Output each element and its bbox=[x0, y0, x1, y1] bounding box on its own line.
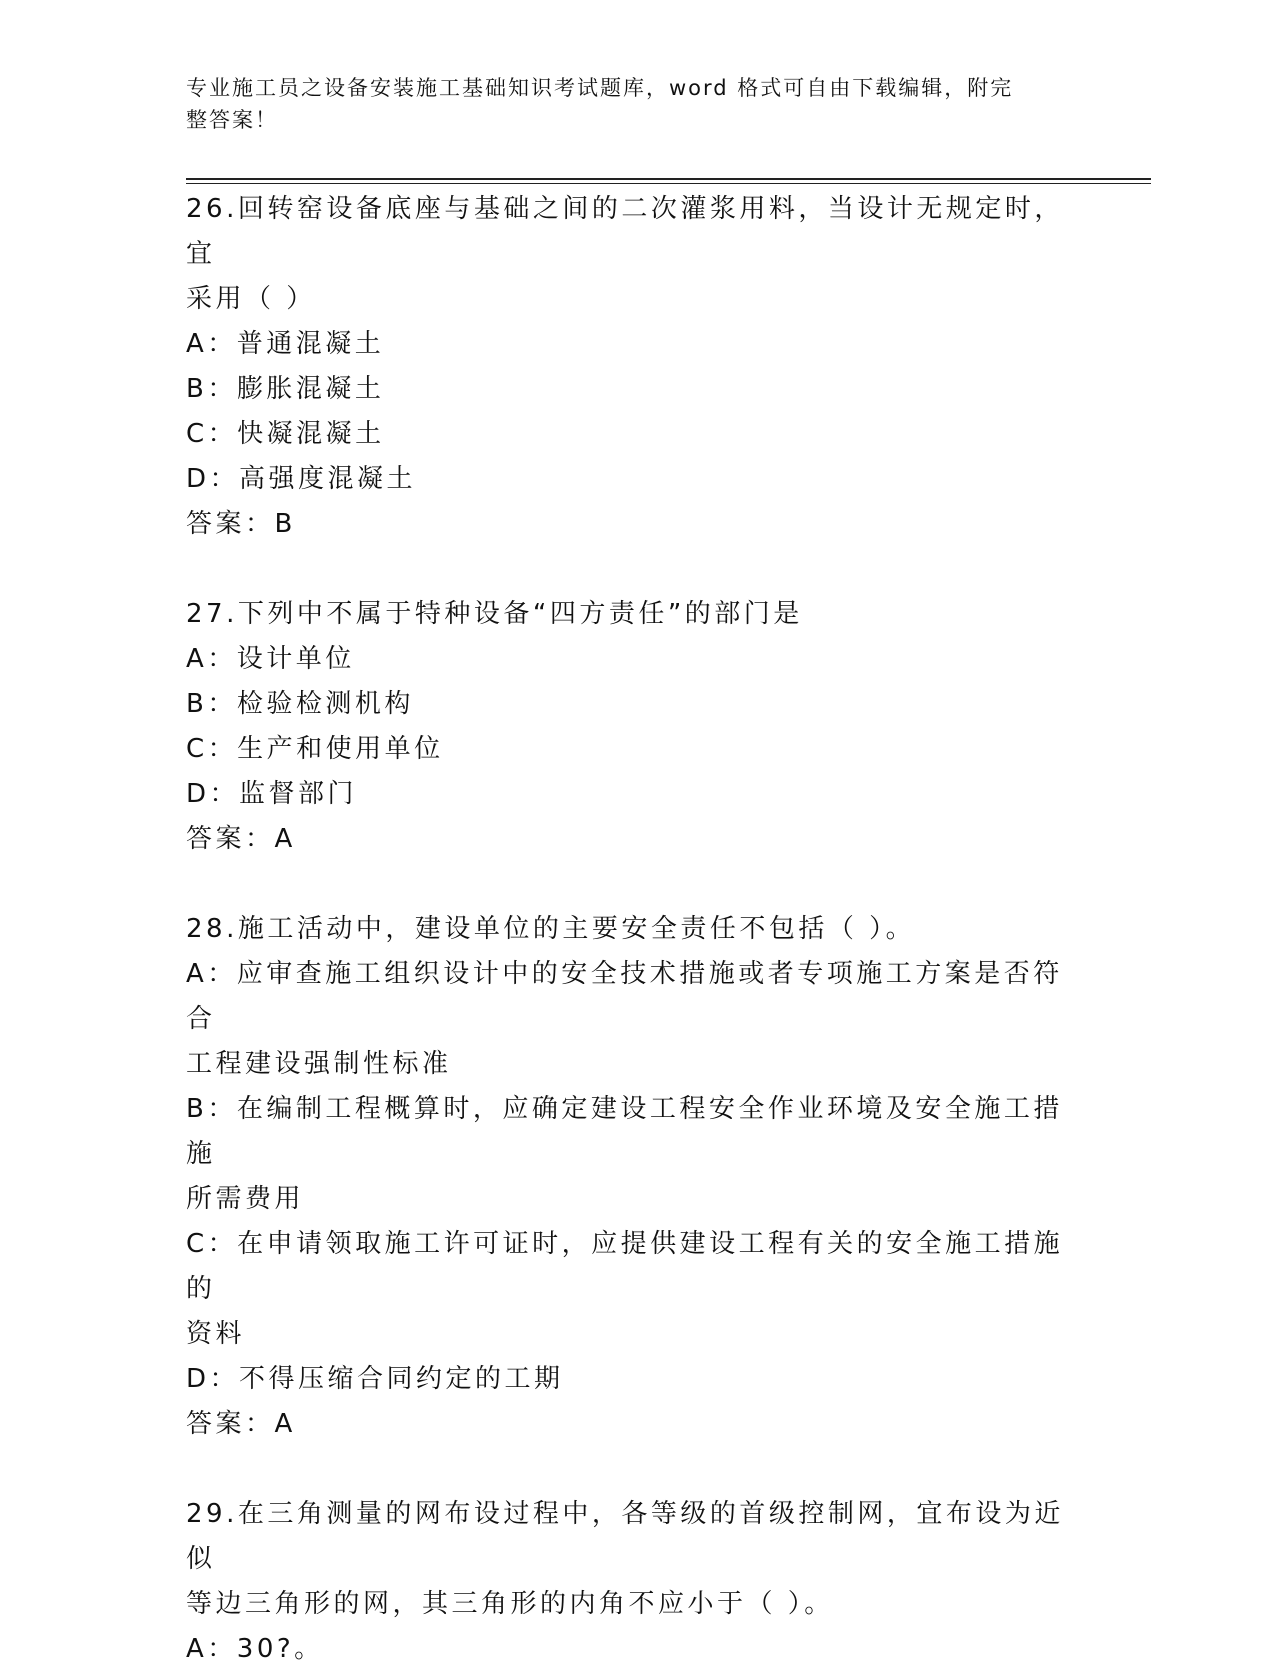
option-d: D：高强度混凝土 bbox=[186, 464, 417, 494]
option-a bbox=[186, 952, 1086, 1087]
question-text-line: 等边三角形的网，其三角形的内角不应小于（ ）。 bbox=[186, 1589, 834, 1619]
question-spacer bbox=[186, 547, 1086, 592]
option-d: D：监督部门 bbox=[186, 779, 358, 809]
option-c: C：快凝混凝土 bbox=[186, 419, 385, 449]
header-divider-thick bbox=[186, 178, 1151, 180]
option-c: C：生产和使用单位 bbox=[186, 734, 444, 764]
option-line: A：应审查施工组织设计中的安全技术措施或者专项施工方案是否符合 bbox=[186, 959, 1063, 1034]
option-line: C：在申请领取施工许可证时，应提供建设工程有关的安全施工措施的 bbox=[186, 1229, 1064, 1304]
question-26 bbox=[186, 187, 1086, 547]
option-b: B：膨胀混凝土 bbox=[186, 374, 385, 404]
question-text-line: 26.回转窑设备底座与基础之间的二次灌浆用料，当设计无规定时，宜 bbox=[186, 194, 1064, 269]
question-spacer bbox=[186, 862, 1086, 907]
question-list bbox=[186, 187, 1086, 1672]
answer-label: 答案：B bbox=[186, 509, 296, 539]
answer-label: 答案：A bbox=[186, 824, 296, 854]
option-line: B：在编制工程概算时，应确定建设工程安全作业环境及安全施工措施 bbox=[186, 1094, 1063, 1169]
question-text-line: 28.施工活动中，建设单位的主要安全责任不包括（ ）。 bbox=[186, 914, 916, 944]
header-divider-thin bbox=[186, 183, 1151, 184]
question-29 bbox=[186, 1492, 1086, 1672]
option-line: 工程建设强制性标准 bbox=[186, 1049, 452, 1079]
option-a: A：30?。 bbox=[186, 1634, 324, 1664]
question-text-line: 29.在三角测量的网布设过程中，各等级的首级控制网，宜布设为近似 bbox=[186, 1499, 1064, 1574]
header-line-2: 整答案！ bbox=[186, 108, 278, 132]
option-a: A：普通混凝土 bbox=[186, 329, 385, 359]
option-a: A：设计单位 bbox=[186, 644, 355, 674]
document-header bbox=[186, 72, 1066, 136]
question-text-line: 27.下列中不属于特种设备“四方责任”的部门是 bbox=[186, 599, 803, 629]
question-text-line: 采用（ ） bbox=[186, 284, 316, 314]
option-line: 资料 bbox=[186, 1319, 246, 1349]
question-27 bbox=[186, 592, 1086, 862]
option-line: 所需费用 bbox=[186, 1184, 305, 1214]
answer-label: 答案：A bbox=[186, 1409, 296, 1439]
question-spacer bbox=[186, 1447, 1086, 1492]
option-c bbox=[186, 1222, 1086, 1357]
option-b: B：检验检测机构 bbox=[186, 689, 414, 719]
option-b bbox=[186, 1087, 1086, 1222]
option-d: D：不得压缩合同约定的工期 bbox=[186, 1364, 564, 1394]
header-line-1: 专业施工员之设备安装施工基础知识考试题库，word 格式可自由下载编辑，附完 bbox=[186, 76, 1014, 100]
question-28 bbox=[186, 907, 1086, 1447]
